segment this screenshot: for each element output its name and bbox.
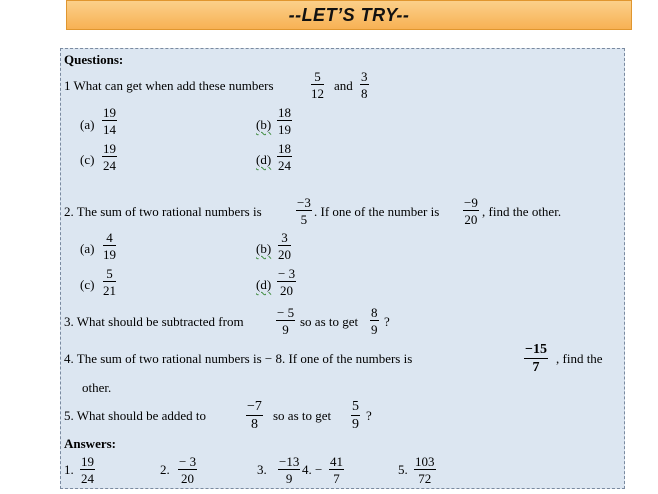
answer-5: $\frac{103}{72}$ <box>415 454 435 486</box>
q3-text-b: so as to get <box>300 314 359 329</box>
q4-text-b: , find the <box>556 351 603 366</box>
q1-option-b-label: (b) <box>256 117 272 132</box>
q2-option-d: $\frac{- 3}{20}$ <box>278 266 296 298</box>
q2-option-d-label: (d) <box>256 277 272 292</box>
answer-3-label: 3. <box>257 462 267 477</box>
q4-fraction-a: $\frac{-15}{7}$ <box>525 342 547 375</box>
q2-text-c: , find the other. <box>482 204 562 219</box>
q2-option-a-label: (a) <box>80 241 95 256</box>
answer-3: $\frac{-13}{9}$ <box>279 454 300 486</box>
q1-and: and <box>334 78 353 93</box>
q2-text-a: 2. The sum of two rational numbers is <box>64 204 262 219</box>
q1-option-a-label: (a) <box>80 117 95 132</box>
q2-fraction-b: $\frac{-9}{20}$ <box>464 195 478 227</box>
answer-1-label: 1. <box>64 462 74 477</box>
q5-text-b: so as to get <box>273 408 332 423</box>
q2-option-a: $\frac{4}{19}$ <box>103 230 116 262</box>
q3-fraction-b: $\frac{8}{9}$ <box>371 305 378 337</box>
q4-text-c: other. <box>82 380 112 395</box>
q3-fraction-a: $\frac{- 5}{9}$ <box>277 305 295 337</box>
q2-option-c-label: (c) <box>80 277 95 292</box>
title-banner <box>66 0 632 30</box>
q1-option-c: $\frac{19}{24}$ <box>103 141 116 173</box>
q2-text-b: . If one of the number is <box>314 204 440 219</box>
q5-text-a: 5. What should be added to <box>64 408 207 423</box>
q2-fraction-a: $\frac{-3}{5}$ <box>297 195 311 227</box>
q1-option-b: $\frac{18}{19}$ <box>278 105 291 137</box>
answers-heading: Answers: <box>64 436 116 451</box>
answer-4-label: 4. − <box>302 462 323 477</box>
q1-option-d-label: (d) <box>256 152 272 167</box>
q3-text-a: 3. What should be subtracted from <box>64 314 244 329</box>
banner-title: --LET’S TRY-- <box>288 5 410 25</box>
q1-option-c-label: (c) <box>80 152 95 167</box>
questions-heading: Questions: <box>64 52 124 67</box>
q1-option-d: $\frac{18}{24}$ <box>278 141 291 173</box>
q5-fraction-b: $\frac{5}{9}$ <box>352 399 359 432</box>
answer-2: $\frac{- 3}{20}$ <box>179 454 197 486</box>
q1-fraction-b: $\frac{3}{8}$ <box>361 69 368 101</box>
answer-4: $\frac{41}{7}$ <box>330 454 343 486</box>
q2-option-b: $\frac{3}{20}$ <box>278 230 291 262</box>
q1-fraction-a: $\frac{5}{12}$ <box>311 69 324 101</box>
q5-fraction-a: $\frac{-7}{8}$ <box>247 399 262 432</box>
q1-option-a: $\frac{19}{14}$ <box>103 105 116 137</box>
q5-text-c: ? <box>366 408 372 423</box>
q1-text: 1 What can get when add these numbers <box>64 78 274 93</box>
q4-text-a: 4. The sum of two rational numbers is − 8. If one of the numbers is <box>64 351 413 366</box>
q2-option-c: $\frac{5}{21}$ <box>103 266 116 298</box>
answer-1: $\frac{19}{24}$ <box>81 454 94 486</box>
answer-5-label: 5. <box>398 462 408 477</box>
q3-text-c: ? <box>384 314 390 329</box>
answer-2-label: 2. <box>160 462 170 477</box>
q2-option-b-label: (b) <box>256 241 272 256</box>
